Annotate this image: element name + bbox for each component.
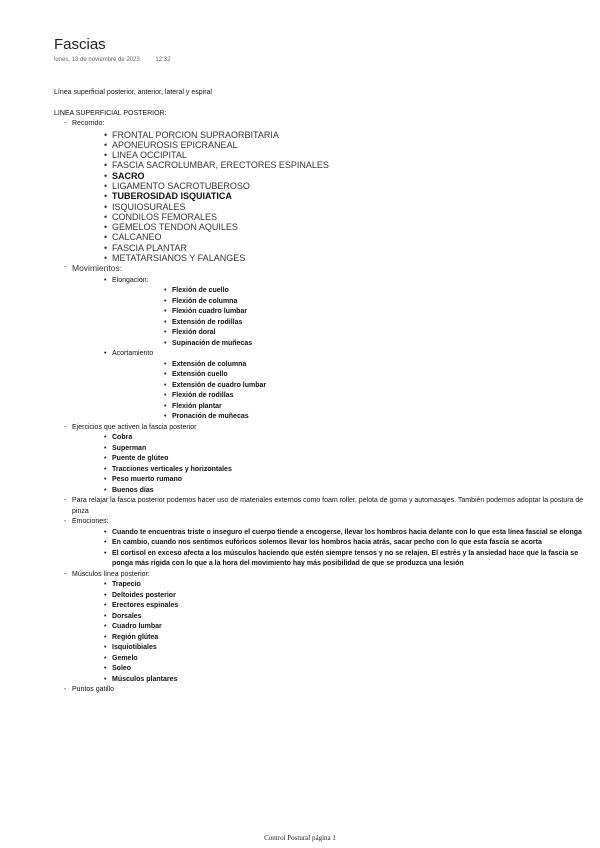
list-item-text: APONEUROSIS EPICRANEAL	[112, 139, 238, 150]
list-item: • Flexión doral	[164, 329, 216, 337]
musculos-label: Músculos línea posterior:	[72, 570, 150, 578]
list-item: • Soleo	[104, 665, 132, 673]
list-item-text: Supinación de muñecas	[172, 339, 253, 347]
list-item: • Puente de glúteo	[104, 455, 169, 463]
list-item: • Región glútea	[104, 633, 159, 641]
list-item: • Trapecio	[104, 581, 141, 589]
list-item-text: Extensión de rodillas	[172, 318, 243, 326]
list-item-text: FRONTAL PORCION SUPRAORBITARIA	[112, 129, 279, 140]
recorrido-list	[72, 130, 594, 264]
list-item-text: FASCIA SACROLUMBAR, ERECTORES ESPINALES	[112, 160, 329, 171]
page-footer: Control Postural página 1	[264, 834, 336, 842]
list-item: • Extensión cuello	[164, 371, 228, 379]
list-item-text: Isquiotibiales	[112, 644, 157, 652]
list-item: • CALCANEO	[104, 232, 162, 243]
puntos-section: - Puntos gatillo	[64, 686, 115, 694]
list-item-text: Superman	[112, 444, 147, 452]
elongacion-label: Elongación:	[112, 276, 149, 284]
list-item: • Flexión de rodillas	[164, 392, 234, 400]
list-item-text: En cambio, cuando nos sentimos eufóricos solemos llevar los hombros hacia atrás, sacar pecho con lo que esta fascia se acorta	[112, 539, 542, 547]
list-item-text: CALCANEO	[112, 232, 162, 243]
puntos-label: Puntos gatillo	[72, 686, 115, 694]
list-item: • FASCIA SACROLUMBAR, ERECTORES ESPINALES	[104, 160, 329, 171]
list-item: • Extensión de cuadro lumbar	[164, 381, 267, 389]
list-item: • GEMELOS TENDON AQUILES	[104, 222, 238, 233]
list-item-text: Extensión cuello	[172, 371, 228, 379]
list-item: • Gemelo	[104, 654, 138, 662]
list-item: • Buenos días	[104, 486, 154, 494]
page-time: 12:32	[155, 57, 171, 63]
list-item-text: Flexión de rodillas	[172, 392, 234, 400]
list-item-text: Región glútea	[112, 633, 159, 641]
list-item-text: LINEA OCCIPITAL	[112, 150, 187, 161]
recorrido-section: - Recorrido: • FRONTAL PORCION SUPRAORBITARIA • APONEUROSIS EPICRANEAL • LINEA OCCIPITAL • FASCIA SACROLUMBAR, ERECTORES ESPINALES • SACRO • LIGAMENTO SACROTUBEROSO • TUBEROSIDAD ISQUIATICA • ISQUIOSURALES • CONDILOS FEMORALES • GEMELOS TENDON AQUILES • CALCANEO • FASCIA PLANTAR • METATARSIANOS Y FALANGES	[54, 119, 594, 263]
list-item: • Tracciones verticales y horizontales	[104, 465, 232, 473]
list-item-text: Flexión de columna	[172, 297, 238, 305]
list-item-text: Flexión de cuello	[172, 287, 229, 295]
list-item: • LIGAMENTO SACROTUBEROSO	[104, 180, 250, 191]
list-item-text: Flexión cuadro lumbar	[172, 308, 248, 316]
acortamiento-group: • Acortamiento • Extensión de columna • Extensión cuello • Extensión de cuadro lumbar • Flexión de rodillas • Flexión plantar • Pronación de muñecas	[72, 349, 594, 423]
section-heading: LINEA SUPERFICIAL POSTERIOR:	[54, 109, 167, 117]
list-item-text: CONDILOS FEMORALES	[112, 211, 218, 222]
list-item-text: Buenos días	[112, 486, 154, 494]
list-item-text: Gemelo	[112, 654, 138, 662]
list-item-text: Cuadro lumbar	[112, 623, 162, 631]
list-item-text: Soleo	[112, 665, 132, 673]
list-item-text: ISQUIOSURALES	[112, 201, 186, 212]
list-item: • En cambio, cuando nos sentimos eufóricos solemos llevar los hombros hacia atrás, sacar pecho con lo que esta fascia se acorta	[104, 539, 542, 547]
ejercicios-section: - Ejercicios que activen la fascia posterior • Cobra • Superman • Puente de glúteo • Tracciones verticales y horizontales • Peso muerto rumano • Buenos días	[54, 423, 594, 497]
elongacion-list	[112, 286, 594, 349]
list-item: • Pronación de muñecas	[164, 413, 249, 421]
acortamiento-list	[112, 360, 594, 423]
list-item-text: Erectores espinales	[112, 602, 179, 610]
emociones-label: Emociones:	[72, 518, 109, 526]
list-item-text: FASCIA PLANTAR	[112, 242, 187, 253]
list-item: • Supinación de muñecas	[164, 339, 253, 347]
musculos-list	[72, 580, 594, 685]
page-title: Fascias	[54, 36, 106, 53]
list-item: • Dorsales	[104, 612, 142, 620]
emociones-section: - Emociones: • Cuando te encuentras triste o inseguro el cuerpo tiende a encogerse, llevar los hombros hacia delante con lo que esta línea fascial se elonga • En cambio, cuando nos sentimos eufóricos solemos llevar los hombros hacia atrás, sacar pecho con lo que esta fascia se acorta • El cortisol en exceso afecta a los músculos haciendo que estén siempre tensos y no se relajen. El estrés y la ansiedad hace que la fascia se ponga más rígida con lo que a la hora del movimiento hay más posibilidad de que se produzca una lesión	[54, 517, 594, 570]
list-item-text: Músculos plantares	[112, 675, 178, 683]
list-item-text: Trapecio	[112, 581, 141, 589]
ejercicios-list	[72, 433, 594, 496]
list-item: • Flexión de columna	[164, 297, 238, 305]
list-item: • FRONTAL PORCION SUPRAORBITARIA	[104, 129, 279, 140]
list-item-text: El cortisol en exceso afecta a los músculos haciendo que estén siempre tensos y no se relajen. El estrés y la ansiedad hace que la fascia se ponga más rígida con lo que a la hora del movimiento hay más posibilidad de que se produzca una lesión	[112, 549, 579, 568]
movimientos-section: - Movimientos: • Elongación: • Flexión de cuello • Flexión de columna • Flexión cuadro lumbar • Extensión de rodillas • Flexión doral • Supinación de muñecas • Acortamiento • Extensión de columna • Extensión cuello • Extensión de cuadro lumbar • Flexión de rodillas • Flexión plantar • Pronación de muñecas	[54, 263, 594, 423]
list-item: • Peso muerto rumano	[104, 476, 183, 484]
page-timestamp	[54, 57, 184, 63]
list-item-text: TUBEROSIDAD ISQUIATICA	[112, 191, 232, 202]
list-item-text: Dorsales	[112, 612, 142, 620]
list-item: • Superman	[104, 444, 147, 452]
list-item: • Deltoides posterior	[104, 591, 176, 599]
list-item: • El cortisol en exceso afecta a los músculos haciendo que estén siempre tensos y no se relajen. El estrés y la ansiedad hace que la fascia se ponga más rígida con lo que a la hora del movimiento hay más posibilidad de que se produzca una lesión	[104, 549, 579, 568]
list-item-text: Cobra	[112, 434, 133, 442]
list-item: • SACRO	[104, 170, 145, 181]
list-item: • CONDILOS FEMORALES	[104, 211, 218, 222]
list-item-text: Tracciones verticales y horizontales	[112, 465, 232, 473]
emociones-list	[72, 528, 594, 570]
list-item-text: Flexión doral	[172, 329, 216, 337]
list-item: • METATARSIANOS Y FALANGES	[104, 253, 246, 264]
page-date: lunes, 13 de noviembre de 2023	[54, 57, 140, 63]
list-item: • ISQUIOSURALES	[104, 201, 186, 212]
list-item: • FASCIA PLANTAR	[104, 242, 187, 253]
list-item: • TUBEROSIDAD ISQUIATICA	[104, 191, 232, 202]
relajar-text: Para relajar la fascia posterior podemos hacer uso de materiales externos como foam roller, pelota de goma y automasajes. También podemos adoptar la postura de pinza	[72, 497, 584, 515]
list-item-text: Pronación de muñecas	[172, 413, 249, 421]
list-item: • Cobra	[104, 434, 133, 442]
list-item-text: Flexión plantar	[172, 402, 222, 410]
list-item: • APONEUROSIS EPICRANEAL	[104, 139, 238, 150]
list-item-text: Extensión de columna	[172, 360, 247, 368]
list-item-text: SACRO	[112, 170, 145, 181]
list-item-text: Cuando te encuentras triste o inseguro el cuerpo tiende a encogerse, llevar los hombros hacia delante con lo que esta línea fascial se elonga	[112, 528, 582, 536]
elongacion-group: • Elongación: • Flexión de cuello • Flexión de columna • Flexión cuadro lumbar • Extensión de rodillas • Flexión doral • Supinación de muñecas	[72, 276, 594, 350]
list-item-text: Extensión de cuadro lumbar	[172, 381, 267, 389]
relajar-section: - Para relajar la fascia posterior podemos hacer uso de materiales externos como foam roller, pelota de goma y automasajes. También podemos adoptar la postura de pinza	[64, 497, 584, 515]
acortamiento-label: Acortamiento	[112, 350, 154, 358]
musculos-section: - Músculos línea posterior: • Trapecio • Deltoides posterior • Erectores espinales • Dorsales • Cuadro lumbar • Región glútea • Isquiotibiales • Gemelo • Soleo • Músculos plantares	[54, 570, 594, 686]
list-item: • Cuando te encuentras triste o inseguro el cuerpo tiende a encogerse, llevar los hombros hacia delante con lo que esta línea fascial se elonga	[104, 528, 582, 536]
list-item-text: Puente de glúteo	[112, 455, 169, 463]
outline-list	[54, 119, 594, 696]
list-item: • Flexión plantar	[164, 402, 222, 410]
movimientos-label: Movimientos:	[72, 263, 123, 274]
list-item-text: METATARSIANOS Y FALANGES	[112, 253, 246, 264]
list-item-text: Deltoides posterior	[112, 591, 176, 599]
list-item-text: Peso muerto rumano	[112, 476, 183, 484]
list-item: • Flexión de cuello	[164, 287, 229, 295]
list-item-text: GEMELOS TENDON AQUILES	[112, 222, 238, 233]
list-item-text: LIGAMENTO SACROTUBEROSO	[112, 180, 250, 191]
list-item: • Músculos plantares	[104, 675, 178, 683]
intro-line: Línea superficial posterior, anterior, lateral y espiral	[54, 89, 212, 96]
list-item: • LINEA OCCIPITAL	[104, 150, 187, 161]
ejercicios-label: Ejercicios que activen la fascia posterior	[72, 423, 197, 431]
recorrido-label: Recorrido:	[72, 120, 105, 127]
list-item: • Isquiotibiales	[104, 644, 157, 652]
list-item: • Cuadro lumbar	[104, 623, 162, 631]
note-body	[54, 88, 594, 696]
list-item: • Erectores espinales	[104, 602, 179, 610]
list-item: • Extensión de rodillas	[164, 318, 243, 326]
list-item: • Flexión cuadro lumbar	[164, 308, 248, 316]
list-item: • Extensión de columna	[164, 360, 247, 368]
